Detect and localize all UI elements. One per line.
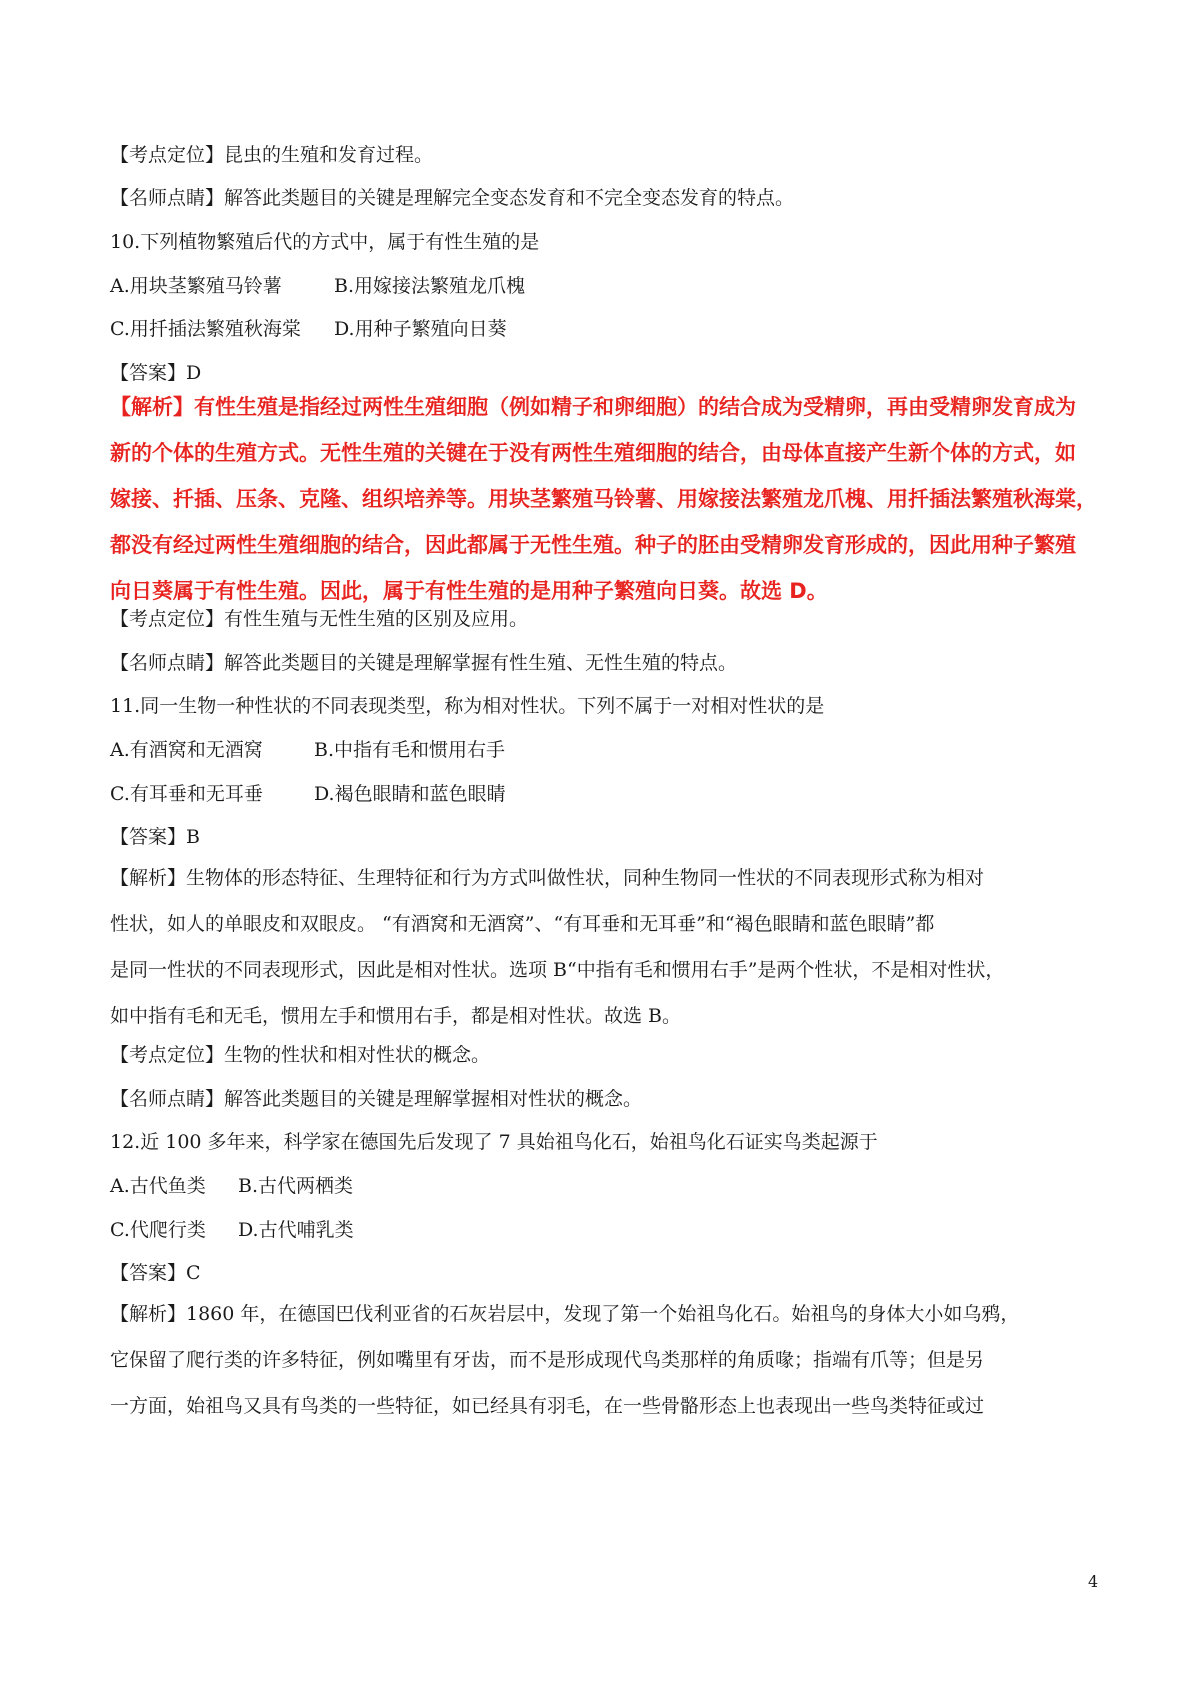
- analysis-line: 向日葵属于有性生殖。因此，属于有性生殖的是用种子繁殖向日葵。故选 D。: [110, 579, 828, 603]
- analysis-line: 【解析】1860 年，在德国巴伐利亚省的石灰岩层中，发现了第一个始祖鸟化石。始祖鸟的身体大小如乌鸦，: [110, 1303, 1020, 1325]
- q11-mingshi: 【名师点睛】解答此类题目的关键是理解掌握相对性状的概念。: [110, 1088, 643, 1110]
- analysis-line: 嫁接、扦插、压条、克隆、组织培养等。用块茎繁殖马铃薯、用嫁接法繁殖龙爪槐、用扦插法繁殖秋海棠，: [110, 487, 1097, 511]
- q10-mingshi: 【名师点睛】解答此类题目的关键是理解掌握有性生殖、无性生殖的特点。: [110, 652, 738, 674]
- analysis-line: 它保留了爬行类的许多特征，例如嘴里有牙齿，而不是形成现代鸟类那样的角质喙；指端有爪等；但是另: [110, 1349, 985, 1371]
- mingshi-line: 【名师点睛】解答此类题目的关键是理解完全变态发育和不完全变态发育的特点。: [110, 187, 795, 209]
- analysis-line: 都没有经过两性生殖细胞的结合，因此都属于无性生殖。种子的胚由受精卵发育形成的，因此用种子繁殖: [110, 533, 1076, 557]
- question-11-stem: 11.同一生物一种性状的不同表现类型，称为相对性状。下列不属于一对相对性状的是: [110, 695, 825, 717]
- q11-answer: 【答案】B: [110, 826, 200, 848]
- q12-option-a: A.古代鱼类: [110, 1175, 206, 1197]
- q10-kaodian: 【考点定位】有性生殖与无性生殖的区别及应用。: [110, 608, 529, 630]
- analysis-line: 如中指有毛和无毛，惯用左手和惯用右手，都是相对性状。故选 B。: [110, 1005, 682, 1027]
- q10-option-c: C.用扦插法繁殖秋海棠: [110, 318, 301, 340]
- analysis-line: 【解析】生物体的形态特征、生理特征和行为方式叫做性状，同种生物同一性状的不同表现形式称为相对: [110, 867, 985, 889]
- q12-option-c: C.代爬行类: [110, 1219, 206, 1241]
- analysis-line: 新的个体的生殖方式。无性生殖的关键在于没有两性生殖细胞的结合，由母体直接产生新个体的方式，如: [110, 441, 1076, 465]
- q12-analysis: [110, 1291, 1100, 1429]
- analysis-line: 【解析】有性生殖是指经过两性生殖细胞（例如精子和卵细胞）的结合成为受精卵，再由受精卵发育成为: [110, 395, 1076, 419]
- q10-option-d: D.用种子繁殖向日葵: [334, 318, 507, 340]
- q11-option-b: B.中指有毛和惯用右手: [314, 739, 506, 761]
- q12-answer: 【答案】C: [110, 1262, 201, 1284]
- page-number: 4: [1088, 1572, 1099, 1591]
- q11-option-a: A.有酒窝和无酒窝: [110, 739, 263, 761]
- analysis-line: 是同一性状的不同表现形式，因此是相对性状。选项 B“中指有毛和惯用右手”是两个性状，不是相对性状，: [110, 959, 1005, 981]
- q12-option-b: B.古代两栖类: [238, 1175, 354, 1197]
- q10-answer: 【答案】D: [110, 362, 202, 384]
- kaodian-line: 【考点定位】昆虫的生殖和发育过程。: [110, 144, 434, 166]
- analysis-line: 一方面，始祖鸟又具有鸟类的一些特征，如已经具有羽毛，在一些骨骼形态上也表现出一些鸟类特征或过: [110, 1395, 985, 1417]
- analysis-line: 性状，如人的单眼皮和双眼皮。 “有酒窝和无酒窝”、“有耳垂和无耳垂”和“褐色眼睛和蓝色眼睛”都: [110, 913, 935, 935]
- question-12-stem: 12.近 100 多年来，科学家在德国先后发现了 7 具始祖鸟化石，始祖鸟化石证实鸟类起源于: [110, 1131, 878, 1153]
- q12-option-d: D.古代哺乳类: [238, 1219, 354, 1241]
- q10-option-a: A.用块茎繁殖马铃薯: [110, 275, 282, 297]
- q11-kaodian: 【考点定位】生物的性状和相对性状的概念。: [110, 1044, 491, 1066]
- q11-option-d: D.褐色眼睛和蓝色眼睛: [314, 783, 506, 805]
- q11-analysis: [110, 855, 1100, 1039]
- q10-option-b: B.用嫁接法繁殖龙爪槐: [334, 275, 526, 297]
- question-10-stem: 10.下列植物繁殖后代的方式中，属于有性生殖的是: [110, 231, 540, 253]
- q10-analysis: [110, 384, 1100, 614]
- q11-option-c: C.有耳垂和无耳垂: [110, 783, 263, 805]
